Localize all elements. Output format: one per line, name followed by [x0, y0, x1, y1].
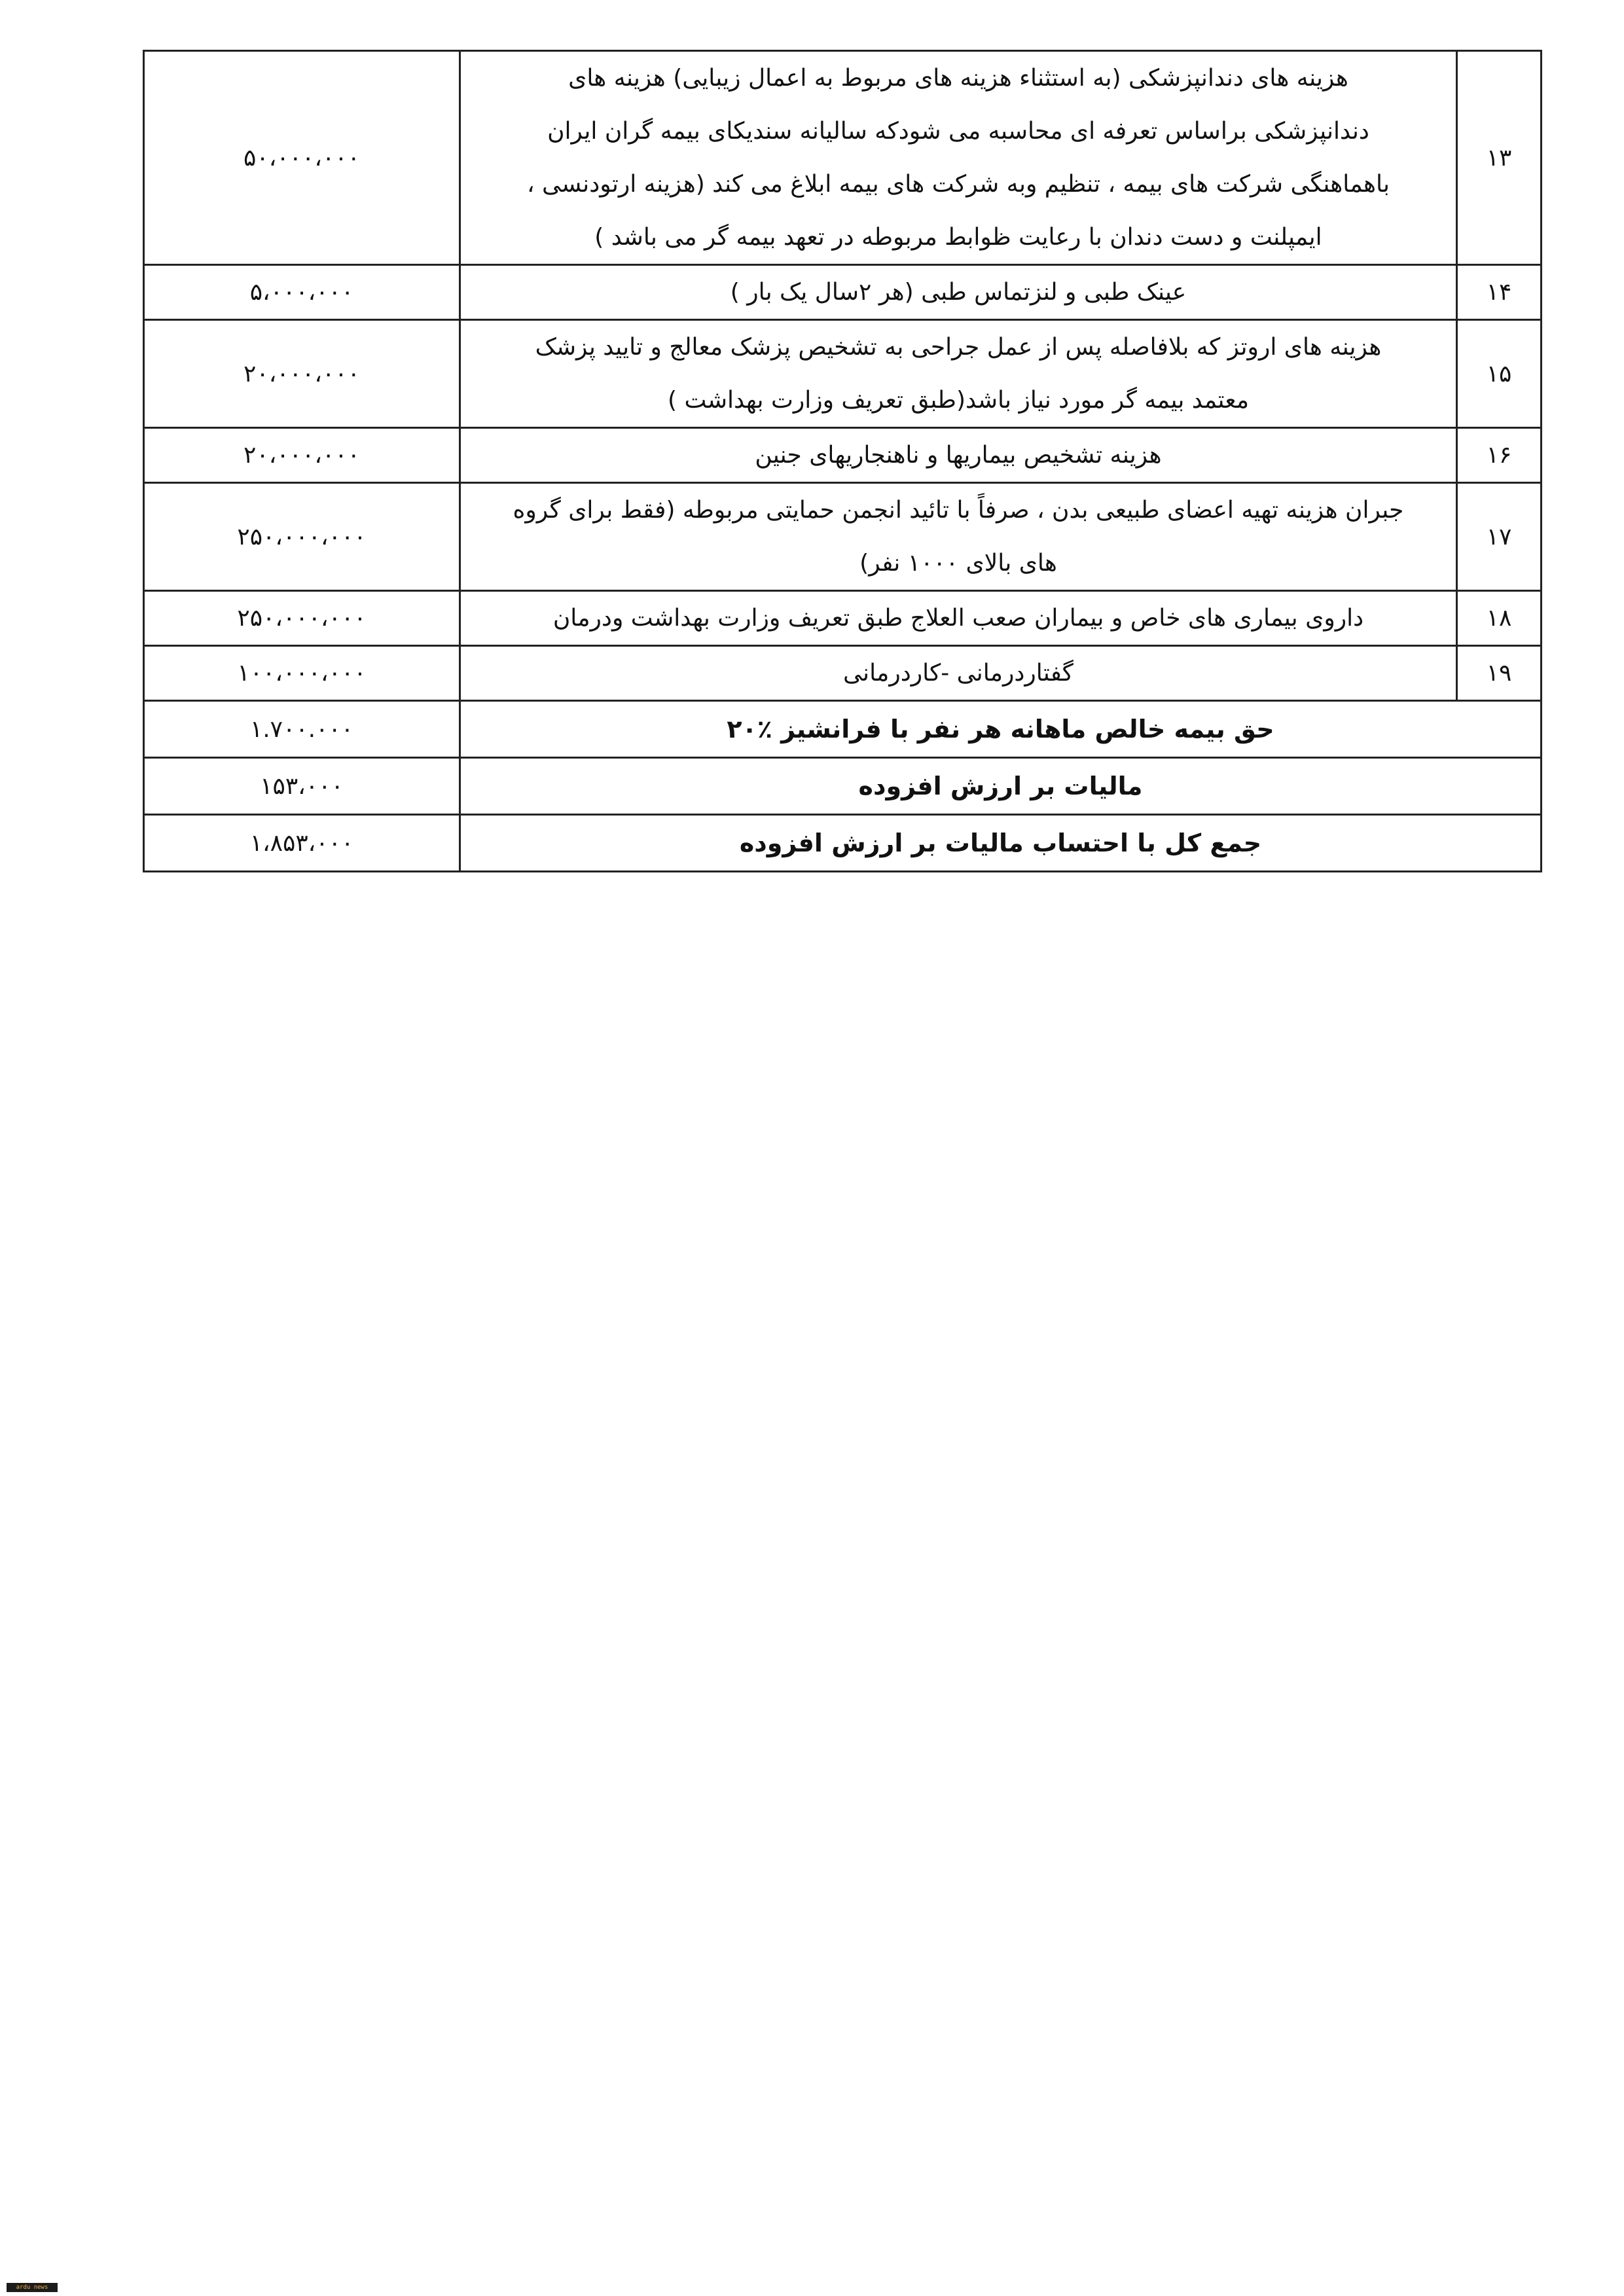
row-description	[460, 265, 1457, 320]
description-line: هزینه تشخیص بیماریها و ناهنجاریهای جنین	[755, 442, 1162, 469]
row-amount: ۲۰،۰۰۰،۰۰۰	[144, 320, 460, 428]
summary-row	[144, 758, 1542, 815]
row-number: ۱۷	[1457, 483, 1542, 591]
row-amount: ۱۰۰،۰۰۰،۰۰۰	[144, 646, 460, 701]
row-description	[460, 51, 1457, 265]
description-line: گفتاردرمانی -کاردرمانی	[843, 660, 1074, 687]
summary-label: حق بیمه خالص ماهانه هر نفر با فرانشیز ٪۲۰	[460, 701, 1542, 758]
row-description	[460, 320, 1457, 428]
description-line: دندانپزشکی براساس تعرفه ای محاسبه می شودکه سالیانه سندیکای بیمه گران ایران	[547, 118, 1369, 145]
table-row	[144, 428, 1542, 483]
row-description	[460, 591, 1457, 646]
row-number: ۱۸	[1457, 591, 1542, 646]
description-line: هزینه های دندانپزشکی (به استثناء هزینه های مربوط به اعمال زیبایی) هزینه های	[568, 65, 1348, 92]
table-row	[144, 265, 1542, 320]
summary-amount: ۱.۷۰۰.۰۰۰	[144, 701, 460, 758]
insurance-coverage-table	[143, 50, 1542, 872]
description-line: ایمپلنت و دست دندان با رعایت ظوابط مربوطه در تعهد بیمه گر می باشد )	[594, 224, 1322, 251]
row-amount: ۲۵۰،۰۰۰،۰۰۰	[144, 591, 460, 646]
row-description	[460, 646, 1457, 701]
row-description	[460, 428, 1457, 483]
summary-label: جمع کل با احتساب مالیات بر ارزش افزوده	[460, 815, 1542, 872]
description-line: داروی بیماری های خاص و بیماران صعب العلاج طبق تعریف وزارت بهداشت ودرمان	[552, 605, 1364, 632]
description-line: هزینه های اروتز که بلافاصله پس از عمل جراحی به تشخیص پزشک معالج و تایید پزشک	[535, 334, 1382, 361]
row-number: ۱۳	[1457, 51, 1542, 265]
table-body	[144, 51, 1542, 872]
row-amount: ۵،۰۰۰،۰۰۰	[144, 265, 460, 320]
row-description	[460, 483, 1457, 591]
summary-amount: ۱۵۳،۰۰۰	[144, 758, 460, 815]
row-number: ۱۵	[1457, 320, 1542, 428]
summary-label: مالیات بر ارزش افزوده	[460, 758, 1542, 815]
summary-row	[144, 701, 1542, 758]
summary-amount: ۱،۸۵۳،۰۰۰	[144, 815, 460, 872]
row-number: ۱۹	[1457, 646, 1542, 701]
description-line: جبران هزینه تهیه اعضای طبیعی بدن ، صرفاً با تائید انجمن حمایتی مربوطه (فقط برای گروه	[513, 497, 1404, 524]
summary-row	[144, 815, 1542, 872]
table-row	[144, 320, 1542, 428]
description-line: معتمد بیمه گر مورد نیاز باشد(طبق تعریف وزارت بهداشت )	[667, 387, 1250, 414]
table-row	[144, 591, 1542, 646]
table-row	[144, 646, 1542, 701]
row-number: ۱۴	[1457, 265, 1542, 320]
description-line: های بالای ۱۰۰۰ نفر)	[859, 550, 1057, 577]
description-line: عینک طبی و لنزتماس طبی (هر ۲سال یک بار )	[730, 279, 1187, 306]
row-amount: ۲۵۰،۰۰۰،۰۰۰	[144, 483, 460, 591]
table-row	[144, 51, 1542, 265]
table-row	[144, 483, 1542, 591]
row-number: ۱۶	[1457, 428, 1542, 483]
footer-logo: ardu news	[7, 2283, 58, 2292]
row-amount: ۵۰،۰۰۰،۰۰۰	[144, 51, 460, 265]
description-line: باهماهنگی شرکت های بیمه ، تنظیم وبه شرکت های بیمه ابلاغ می کند (هزینه ارتودنسی ،	[526, 171, 1390, 198]
row-amount: ۲۰،۰۰۰،۰۰۰	[144, 428, 460, 483]
